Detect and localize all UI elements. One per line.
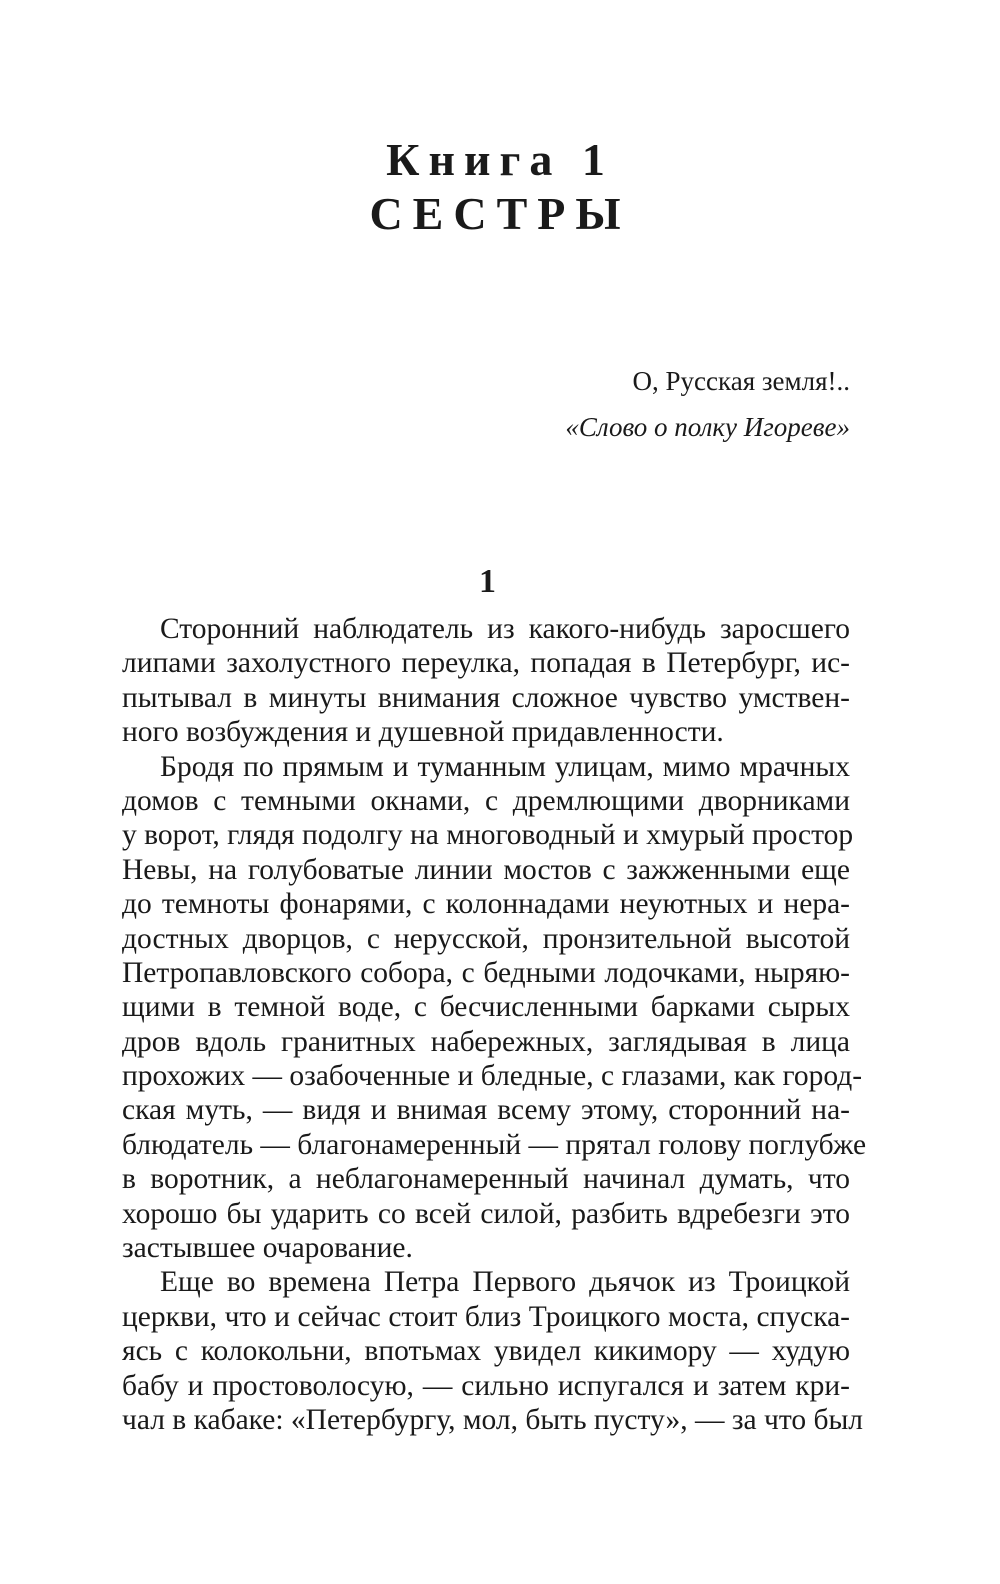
text-line: хорошо бы ударить со всей силой, разбить вдребезги это <box>122 1197 850 1230</box>
paragraph <box>122 1265 864 1437</box>
text-line: Бродя по прямым и туманным улицам, мимо мрачных <box>160 750 850 783</box>
text-line: Невы, на голубоватые линии мостов с зажженными еще <box>122 853 850 886</box>
text-line: домов с темными окнами, с дремлющими дворниками <box>122 784 850 817</box>
epigraph <box>565 358 850 450</box>
text-line: Еще во времена Петра Первого дьячок из Троицкой <box>160 1266 850 1299</box>
text-line: ясь с колокольни, впотьмах увидел кикимору — худую <box>122 1335 850 1368</box>
text-line: до темноты фонарями, с колоннадами неуютных и нера- <box>122 888 850 921</box>
text-line: в воротник, а неблагонамеренный начинал думать, что <box>122 1163 850 1196</box>
text-line: ская муть, — видя и внимая всему этому, сторонний на- <box>122 1094 850 1127</box>
text-line: чал в кабаке: «Петербургу, мол, быть пусту», — за что был <box>122 1403 864 1436</box>
paragraph <box>122 750 867 1266</box>
text-line: Сторонний наблюдатель из какого-нибудь заросшего <box>160 613 850 645</box>
text-line: бабу и простоволосую, — сильно испугался и затем кри- <box>122 1369 850 1402</box>
text-line: блюдатель — благонамеренный — прятал голову поглубже <box>122 1128 867 1161</box>
book-title-heading: СЕСТРЫ <box>369 188 631 239</box>
text-line: достных дворцов, с нерусской, пронзительной высотой <box>122 922 850 955</box>
epigraph-source: «Слово о полку Игореве» <box>565 412 850 442</box>
body-text <box>122 612 867 1437</box>
text-line: ного возбуждения и душевной придавленности. <box>122 716 724 749</box>
chapter-number: 1 <box>479 563 496 600</box>
text-line: дров вдоль гранитных набережных, заглядывая в лица <box>122 1025 850 1058</box>
text-line: церкви, что и сейчас стоит близ Троицкого моста, спуска- <box>122 1300 850 1333</box>
text-line: Петропавловского собора, с бедными лодочками, ныряю- <box>122 956 850 989</box>
text-line: липами захолустного переулка, попадая в Петербург, ис- <box>122 647 850 680</box>
text-line: застывшее очарование. <box>122 1232 413 1265</box>
paragraph <box>122 612 850 750</box>
text-line: щими в темной воде, с бесчисленными барками сырых <box>122 991 850 1024</box>
book-number-heading: Книга 1 <box>386 134 614 185</box>
epigraph-text: О, Русская земля!.. <box>632 366 850 396</box>
text-line: у ворот, глядя подолгу на многоводный и хмурый простор <box>122 819 854 852</box>
text-line: пытывал в минуты внимания сложное чувство умствен- <box>122 681 850 714</box>
text-line: прохожих — озабоченные и бледные, с глазами, как город- <box>122 1060 863 1093</box>
